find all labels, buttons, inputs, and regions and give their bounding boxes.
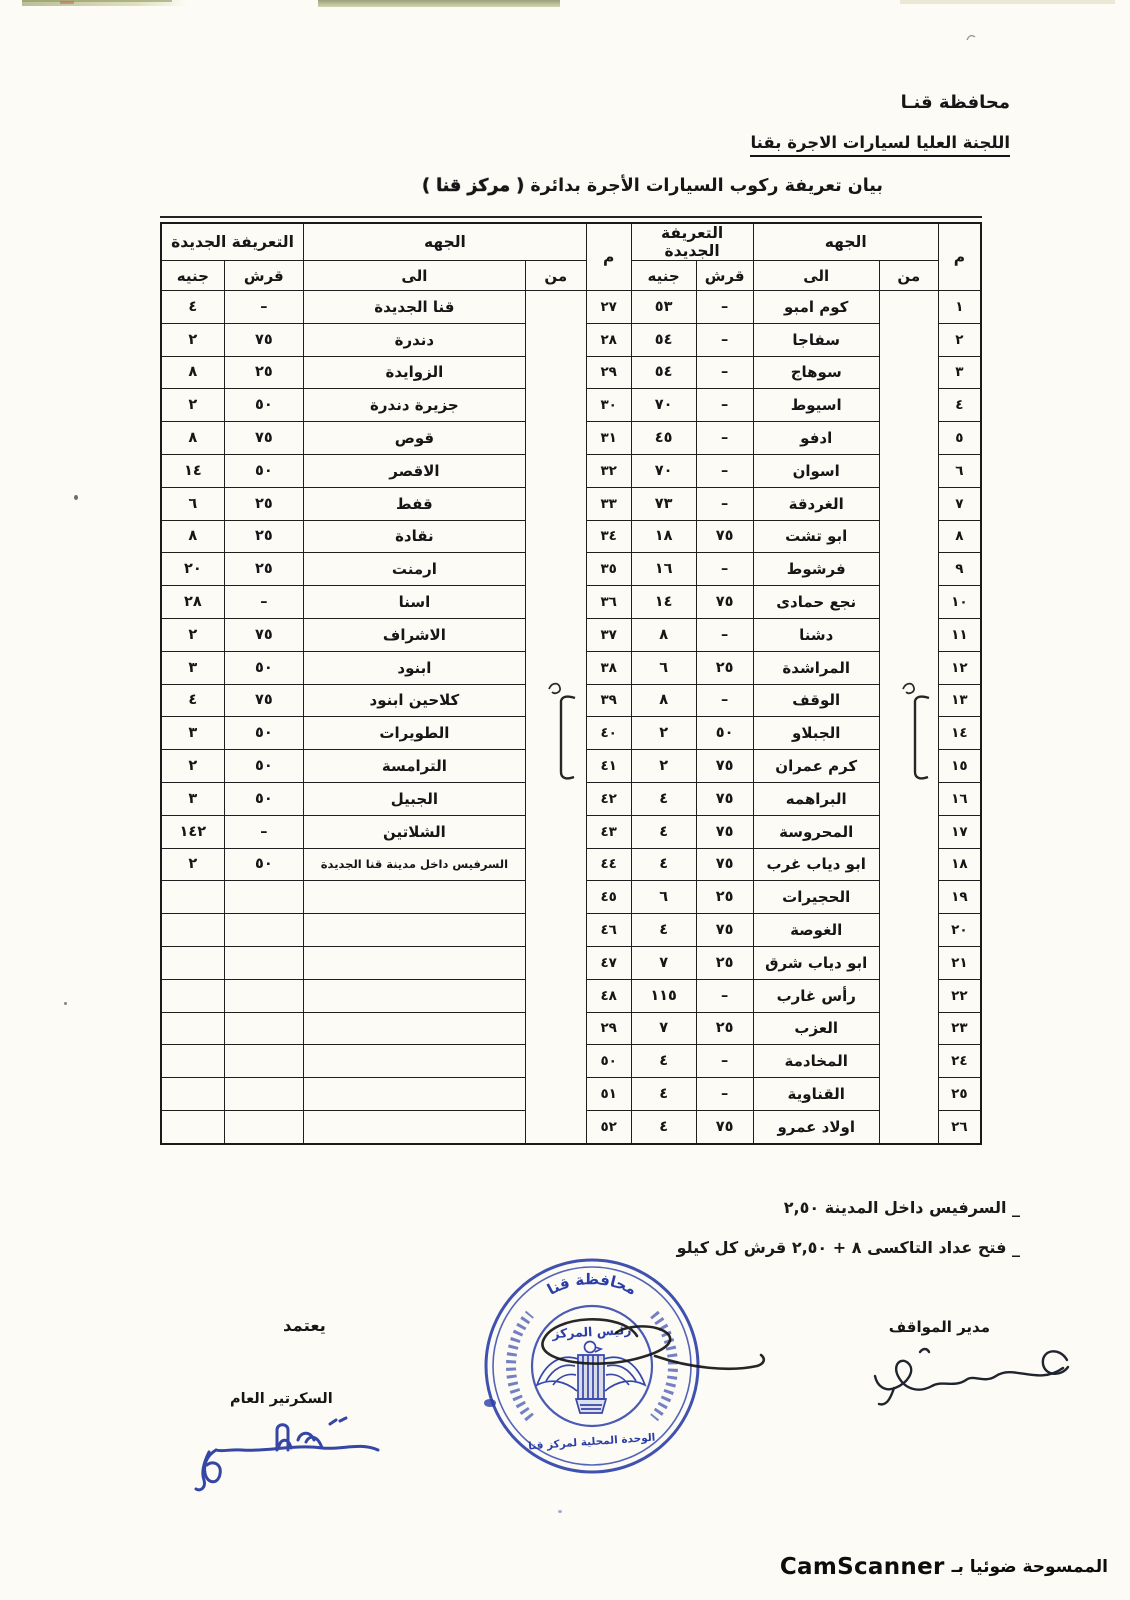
- qirsh-cell: ٢٥: [696, 946, 753, 979]
- serial-cell: ٢٩: [586, 356, 631, 389]
- gineih-cell: ٦: [161, 487, 224, 520]
- serial-cell: ٣٣: [586, 487, 631, 520]
- qirsh-cell: ٥٠: [224, 651, 303, 684]
- header-tariff-right: التعريفة الجديدة: [631, 223, 753, 261]
- destination-cell: اولاد عمرو: [753, 1110, 879, 1143]
- gineih-cell: ١٤: [161, 454, 224, 487]
- qirsh-cell: ٧٥: [696, 914, 753, 947]
- stamp-bottom-text: الوحدة المحلية لمركز قنا: [527, 1431, 656, 1453]
- serial-cell: ٣١: [586, 422, 631, 455]
- header-gineih-right: جنيه: [631, 261, 696, 291]
- gineih-cell: ٥٣: [631, 291, 696, 324]
- serial-cell: ٤٥: [586, 881, 631, 914]
- gineih-cell: [161, 1012, 224, 1045]
- gineih-cell: ٧: [631, 1012, 696, 1045]
- qirsh-cell: –: [696, 356, 753, 389]
- gineih-cell: ١١٥: [631, 979, 696, 1012]
- serial-cell: ٤٠: [586, 717, 631, 750]
- gineih-cell: ٨: [161, 356, 224, 389]
- destination-cell: الترامسة: [304, 750, 526, 783]
- serial-cell: ٣٠: [586, 389, 631, 422]
- scan-smudge-red: [60, 1, 74, 4]
- scanned-by-text: الممسوحة ضوئيا بـ: [951, 1557, 1108, 1577]
- serial-cell: ٢٢: [938, 979, 981, 1012]
- scan-speck-margin-1: [74, 495, 78, 500]
- serial-cell: ١: [938, 291, 981, 324]
- gineih-cell: ١٤٢: [161, 815, 224, 848]
- qirsh-cell: ٥٠: [224, 750, 303, 783]
- gineih-cell: ٤: [631, 1045, 696, 1078]
- gineih-cell: ٦: [631, 881, 696, 914]
- destination-cell: [304, 946, 526, 979]
- gineih-cell: ١٨: [631, 520, 696, 553]
- destination-cell: المحروسة: [753, 815, 879, 848]
- qirsh-cell: –: [696, 389, 753, 422]
- destination-cell: القناوية: [753, 1078, 879, 1111]
- serial-cell: ٥١: [586, 1078, 631, 1111]
- stamp-ink-blot: [484, 1399, 496, 1407]
- qirsh-cell: ٧٥: [224, 618, 303, 651]
- document-title: [340, 176, 965, 196]
- qirsh-cell: ٥٠: [224, 848, 303, 881]
- serial-cell: ٧: [938, 487, 981, 520]
- serial-cell: ٦: [938, 454, 981, 487]
- qirsh-cell: –: [696, 323, 753, 356]
- destination-cell: ابنود: [304, 651, 526, 684]
- stamp-top-text: محافظة قنا: [544, 1270, 640, 1299]
- note-taxi-meter: _ فتح عداد التاكسى ٨ + ٢,٥٠ قرش كل كيلو: [676, 1238, 1020, 1257]
- serial-cell: ٢٨: [586, 323, 631, 356]
- serial-cell: ٤١: [586, 750, 631, 783]
- gineih-cell: ٧٣: [631, 487, 696, 520]
- header-serial-mid: م: [586, 223, 631, 291]
- destination-cell: اسنا: [304, 586, 526, 619]
- destination-cell: العزب: [753, 1012, 879, 1045]
- destination-cell: [304, 1078, 526, 1111]
- destination-cell: المخادمة: [753, 1045, 879, 1078]
- qirsh-cell: ٧٥: [696, 848, 753, 881]
- qirsh-cell: –: [696, 1045, 753, 1078]
- serial-cell: ٢٧: [586, 291, 631, 324]
- header-qirsh-left: قرش: [224, 261, 303, 291]
- header-serial-right: م: [938, 223, 981, 291]
- serial-cell: ٥٢: [586, 1110, 631, 1143]
- handwritten-bracket-mark-left: [544, 680, 578, 790]
- camscanner-wordmark: CamScanner: [779, 1554, 945, 1580]
- qirsh-cell: –: [696, 979, 753, 1012]
- destination-cell: كلاحين ابنود: [304, 684, 526, 717]
- serial-cell: ١٨: [938, 848, 981, 881]
- serial-cell: ٣: [938, 356, 981, 389]
- serial-cell: ١٦: [938, 782, 981, 815]
- stops-manager-label: مدير المواقف: [888, 1318, 990, 1336]
- gineih-cell: ٤: [631, 914, 696, 947]
- serial-cell: ٢٤: [938, 1045, 981, 1078]
- gineih-cell: ٨: [161, 422, 224, 455]
- destination-cell: سوهاج: [753, 356, 879, 389]
- serial-cell: ٩: [938, 553, 981, 586]
- destination-cell: [304, 1012, 526, 1045]
- destination-cell: الغردقة: [753, 487, 879, 520]
- serial-cell: ١١: [938, 618, 981, 651]
- destination-cell: البراهمه: [753, 782, 879, 815]
- serial-cell: ٤٦: [586, 914, 631, 947]
- destination-cell: الجبلاو: [753, 717, 879, 750]
- gineih-cell: ٤: [631, 782, 696, 815]
- gineih-cell: ٣: [161, 717, 224, 750]
- destination-cell: الحجيرات: [753, 881, 879, 914]
- gineih-cell: [161, 1110, 224, 1143]
- serial-cell: ٢٠: [938, 914, 981, 947]
- serial-cell: ١٥: [938, 750, 981, 783]
- note-service-inside-city: _ السرفيس داخل المدينة ٢,٥٠: [783, 1198, 1020, 1217]
- fare-table-header: [161, 223, 981, 291]
- approve-label: يعتمد: [283, 1316, 326, 1335]
- qirsh-cell: ٧٥: [696, 520, 753, 553]
- stamp-top-text-holder: [544, 1270, 639, 1299]
- serial-cell: ٤٢: [586, 782, 631, 815]
- table-row: [161, 291, 981, 324]
- qirsh-cell: ٥٠: [696, 717, 753, 750]
- serial-cell: ١٤: [938, 717, 981, 750]
- destination-cell: جزيرة دندرة: [304, 389, 526, 422]
- destination-cell: [304, 979, 526, 1012]
- gineih-cell: ٨: [631, 684, 696, 717]
- qirsh-cell: [224, 1078, 303, 1111]
- header-direction-left: الجهه: [304, 223, 587, 261]
- gineih-cell: ٣: [161, 782, 224, 815]
- serial-cell: ٨: [938, 520, 981, 553]
- gineih-cell: ٤٥: [631, 422, 696, 455]
- serial-cell: ٢٣: [938, 1012, 981, 1045]
- document-title-district: ( مركز قنا ): [421, 176, 525, 196]
- serial-cell: ٤٨: [586, 979, 631, 1012]
- gineih-cell: ٢: [161, 848, 224, 881]
- gineih-cell: ٢: [631, 750, 696, 783]
- destination-cell: ارمنت: [304, 553, 526, 586]
- qirsh-cell: ٥٠: [224, 782, 303, 815]
- gineih-cell: ٢: [161, 750, 224, 783]
- gineih-cell: ٤: [631, 1078, 696, 1111]
- gineih-cell: ٦: [631, 651, 696, 684]
- qirsh-cell: –: [696, 684, 753, 717]
- qirsh-cell: [224, 914, 303, 947]
- qirsh-cell: –: [696, 422, 753, 455]
- qirsh-cell: ٧٥: [696, 815, 753, 848]
- committee-title: اللجنة العليا لسيارات الاجرة بقنا: [750, 133, 1010, 157]
- destination-cell: ابو دياب غرب: [753, 848, 879, 881]
- destination-cell: [304, 1045, 526, 1078]
- gineih-cell: [161, 881, 224, 914]
- destination-cell: السرفيس داخل مدينة قنا الجديدة: [304, 848, 526, 881]
- destination-cell: المراشدة: [753, 651, 879, 684]
- stamp-center-text: رئيس المركز: [551, 1321, 632, 1342]
- serial-cell: ٢: [938, 323, 981, 356]
- document-title-text: بيان تعريفة ركوب السيارات الأجرة بدائرة: [530, 176, 883, 196]
- serial-cell: ٤: [938, 389, 981, 422]
- serial-cell: ٢٩: [586, 1012, 631, 1045]
- destination-cell: ابو دياب شرق: [753, 946, 879, 979]
- destination-cell: سفاجا: [753, 323, 879, 356]
- table-top-rule: [160, 216, 982, 218]
- destination-cell: الوقف: [753, 684, 879, 717]
- destination-cell: قوص: [304, 422, 526, 455]
- serial-cell: ١٧: [938, 815, 981, 848]
- serial-cell: ٥: [938, 422, 981, 455]
- gineih-cell: ١٦: [631, 553, 696, 586]
- qirsh-cell: [224, 946, 303, 979]
- scan-speck-blue: [558, 1510, 562, 1513]
- destination-cell: قفط: [304, 487, 526, 520]
- destination-cell: كوم امبو: [753, 291, 879, 324]
- serial-cell: ١٣: [938, 684, 981, 717]
- gineih-cell: ٧٠: [631, 389, 696, 422]
- qirsh-cell: –: [696, 618, 753, 651]
- destination-cell: الاشراف: [304, 618, 526, 651]
- destination-cell: [304, 914, 526, 947]
- governorate-title: محافظة قنـا: [900, 92, 1010, 113]
- qirsh-cell: ٧٥: [224, 323, 303, 356]
- destination-cell: فرشوط: [753, 553, 879, 586]
- gineih-cell: ٧: [631, 946, 696, 979]
- destination-cell: قنا الجديدة: [304, 291, 526, 324]
- gineih-cell: ٨: [161, 520, 224, 553]
- qirsh-cell: [224, 1110, 303, 1143]
- header-to-left: الى: [304, 261, 526, 291]
- pen-signature-over-stamp: [505, 1296, 785, 1396]
- serial-cell: ٥٠: [586, 1045, 631, 1078]
- qirsh-cell: ٢٥: [224, 553, 303, 586]
- qirsh-cell: ٧٥: [696, 782, 753, 815]
- gineih-cell: ٢: [161, 323, 224, 356]
- serial-cell: ٢٦: [938, 1110, 981, 1143]
- qirsh-cell: ٥٠: [224, 389, 303, 422]
- gineih-cell: [161, 1078, 224, 1111]
- qirsh-cell: –: [696, 454, 753, 487]
- qirsh-cell: ٢٥: [696, 651, 753, 684]
- destination-cell: ادفو: [753, 422, 879, 455]
- serial-cell: ٣٥: [586, 553, 631, 586]
- header-direction-right: الجهه: [753, 223, 938, 261]
- destination-cell: اسيوط: [753, 389, 879, 422]
- destination-cell: دشنا: [753, 618, 879, 651]
- gineih-cell: ٧٠: [631, 454, 696, 487]
- header-row-subcolumns: [161, 261, 981, 291]
- serial-cell: ٣٨: [586, 651, 631, 684]
- serial-cell: ٣٢: [586, 454, 631, 487]
- qirsh-cell: ٧٥: [696, 586, 753, 619]
- qirsh-cell: ٢٥: [696, 881, 753, 914]
- header-qirsh-right: قرش: [696, 261, 753, 291]
- destination-cell: الجبيل: [304, 782, 526, 815]
- serial-cell: ٣٦: [586, 586, 631, 619]
- gineih-cell: [161, 1045, 224, 1078]
- destination-cell: ابو تشت: [753, 520, 879, 553]
- camscanner-footer: [780, 1554, 1108, 1580]
- gineih-cell: ٢٠: [161, 553, 224, 586]
- scan-smudge-left-line: [22, 0, 172, 2]
- qirsh-cell: –: [224, 815, 303, 848]
- destination-cell: نجع حمادى: [753, 586, 879, 619]
- qirsh-cell: ٢٥: [224, 356, 303, 389]
- gineih-cell: ٢: [631, 717, 696, 750]
- serial-cell: ٣٤: [586, 520, 631, 553]
- header-row-groups: [161, 223, 981, 261]
- qirsh-cell: ٧٥: [696, 750, 753, 783]
- serial-cell: ٤٤: [586, 848, 631, 881]
- destination-cell: [304, 1110, 526, 1143]
- gineih-cell: ٤: [161, 684, 224, 717]
- qirsh-cell: –: [696, 291, 753, 324]
- scan-speck-margin-2: [64, 1002, 67, 1005]
- gineih-cell: ٤: [631, 815, 696, 848]
- qirsh-cell: [224, 1045, 303, 1078]
- serial-cell: ٤٣: [586, 815, 631, 848]
- header-gineih-left: جنيه: [161, 261, 224, 291]
- serial-cell: ٤٧: [586, 946, 631, 979]
- scan-smudge-center: [318, 0, 560, 7]
- scan-smudge-right: [900, 0, 1115, 4]
- gineih-cell: ٥٤: [631, 356, 696, 389]
- destination-cell: نقادة: [304, 520, 526, 553]
- qirsh-cell: ٧٥: [224, 422, 303, 455]
- destination-cell: الطويرات: [304, 717, 526, 750]
- qirsh-cell: ٥٠: [224, 454, 303, 487]
- gineih-cell: ٥٤: [631, 323, 696, 356]
- gineih-cell: ٣: [161, 651, 224, 684]
- scan-speck-topright: [964, 30, 978, 44]
- destination-cell: كرم عمران: [753, 750, 879, 783]
- gineih-cell: ٨: [631, 618, 696, 651]
- qirsh-cell: –: [696, 553, 753, 586]
- destination-cell: رأس غارب: [753, 979, 879, 1012]
- destination-cell: الشلاتين: [304, 815, 526, 848]
- serial-cell: ٣٩: [586, 684, 631, 717]
- qirsh-cell: ٢٥: [224, 520, 303, 553]
- gineih-cell: [161, 979, 224, 1012]
- gineih-cell: ٢٨: [161, 586, 224, 619]
- serial-cell: ٢١: [938, 946, 981, 979]
- destination-cell: [304, 881, 526, 914]
- qirsh-cell: –: [696, 487, 753, 520]
- qirsh-cell: [224, 881, 303, 914]
- qirsh-cell: [224, 1012, 303, 1045]
- gineih-cell: ٢: [161, 389, 224, 422]
- handwritten-bracket-mark-right: [898, 680, 932, 790]
- qirsh-cell: [224, 979, 303, 1012]
- secretary-label: السكرتير العام: [230, 1391, 333, 1407]
- qirsh-cell: –: [224, 586, 303, 619]
- destination-cell: اسوان: [753, 454, 879, 487]
- qirsh-cell: ٢٥: [696, 1012, 753, 1045]
- serial-cell: ٢٥: [938, 1078, 981, 1111]
- qirsh-cell: ٢٥: [224, 487, 303, 520]
- gineih-cell: ٤: [161, 291, 224, 324]
- header-to-right: الى: [753, 261, 879, 291]
- destination-cell: الزوايدة: [304, 356, 526, 389]
- gineih-cell: ١٤: [631, 586, 696, 619]
- serial-cell: ١٢: [938, 651, 981, 684]
- qirsh-cell: ٥٠: [224, 717, 303, 750]
- serial-cell: ٣٧: [586, 618, 631, 651]
- destination-cell: الغوصة: [753, 914, 879, 947]
- serial-cell: ١٩: [938, 881, 981, 914]
- gineih-cell: [161, 946, 224, 979]
- header-from-right: من: [879, 261, 938, 291]
- gineih-cell: ٢: [161, 618, 224, 651]
- gineih-cell: ٤: [631, 1110, 696, 1143]
- destination-cell: دندرة: [304, 323, 526, 356]
- serial-cell: ١٠: [938, 586, 981, 619]
- destination-cell: الاقصر: [304, 454, 526, 487]
- header-tariff-left: التعريفة الجديدة: [161, 223, 304, 261]
- gineih-cell: [161, 914, 224, 947]
- qirsh-cell: ٧٥: [224, 684, 303, 717]
- secretary-signature: [170, 1400, 385, 1495]
- gineih-cell: ٤: [631, 848, 696, 881]
- qirsh-cell: ٧٥: [696, 1110, 753, 1143]
- header-from-left: من: [525, 261, 586, 291]
- stops-manager-signature: [862, 1326, 1082, 1411]
- qirsh-cell: –: [696, 1078, 753, 1111]
- qirsh-cell: –: [224, 291, 303, 324]
